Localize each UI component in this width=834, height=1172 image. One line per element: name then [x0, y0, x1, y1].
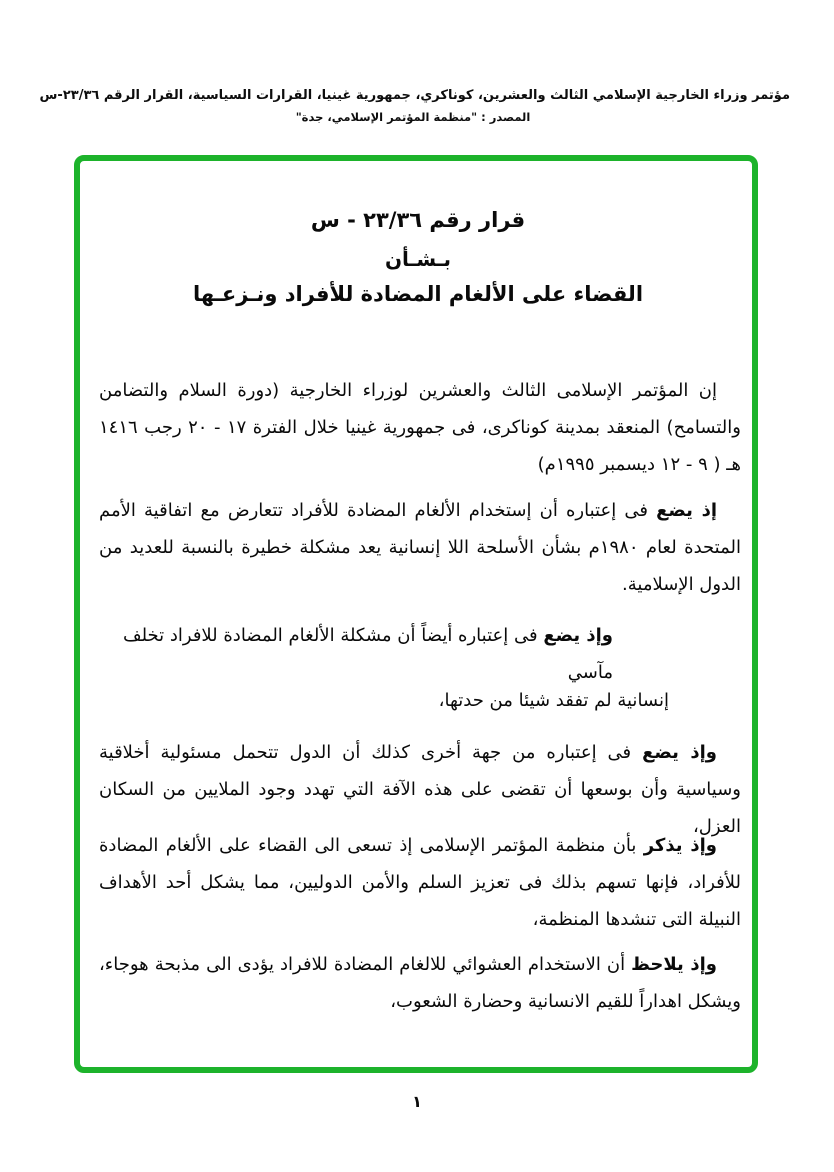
- document-header-line1: مؤتمر وزراء الخارجية الإسلامي الثالث والعشرين، كوناكري، جمهورية غينيا، القرارات السياسية، القرار الرقم ٢٣/٣٦-س: [39, 88, 790, 103]
- preamble-paragraph: [99, 372, 741, 483]
- page-number: ١: [412, 1092, 422, 1111]
- paragraph-text: إن المؤتمر الإسلامى الثالث والعشرين لوزراء الخارجية (دورة السلام والتضامن والتسامح) المنعقد بمدينة كوناكرى، فى جمهورية غينيا خلال الفترة ١٧ - ٢٠ رجب ١٤١٦ هـ ( ٩ - ١٢ ديسمبر ١٩٩٥م): [99, 380, 741, 475]
- paragraph-text: بأن منظمة المؤتمر الإسلامى إذ تسعى الى القضاء على الألغام المضادة للأفراد، فإنها تسهم بذلك فى تعزيز السلم والأمن الدوليين، مما يشكل أحد الأهداف النبيلة التى تنشدها المنظمة،: [99, 835, 741, 930]
- resolution-number-title: قرار رقم ٢٣/٣٦ - س: [310, 208, 526, 232]
- resolution-subject-title: القضاء على الألغام المضادة للأفراد ونـزعـها: [192, 282, 644, 306]
- clause-lead: وإذ يضع: [543, 625, 613, 646]
- clause-lead: إذ يضع: [656, 500, 717, 521]
- clause-paragraph-1: [99, 492, 741, 603]
- document-source-line: المصدر : "منظمة المؤتمر الإسلامي، جدة": [295, 110, 531, 124]
- clause-paragraph-5: [99, 946, 741, 1020]
- paragraph-text: إنسانية لم تفقد شيئا من حدتها،: [438, 690, 669, 711]
- paragraph-text: فى إعتباره من جهة أخرى كذلك أن الدول تتحمل مسئولية أخلاقية وسياسية وأن بوسعها أن تقضى على هذه الآفة التي تهدد وجود الملايين من السكان العزل،: [99, 742, 741, 837]
- paragraph-text: أن الاستخدام العشوائي للالغام المضادة للافراد يؤدى الى مذبحة هوجاء، ويشكل اهداراً للقيم الانسانية وحضارة الشعوب،: [99, 954, 741, 1012]
- paragraph-text: فى إعتباره أيضاً أن مشكلة الألغام المضادة للافراد تخلف مآسي: [122, 625, 613, 683]
- clause-paragraph-4: [99, 827, 741, 938]
- concerning-label: بـشـأن: [384, 247, 452, 271]
- clause-lead: وإذ يضع: [642, 742, 717, 763]
- clause-lead: وإذ يذكر: [643, 835, 717, 856]
- document-header: [36, 88, 790, 124]
- clause-paragraph-2: [99, 617, 741, 691]
- clause-paragraph-2-continuation: [99, 682, 741, 719]
- clause-lead: وإذ يلاحظ: [631, 954, 717, 975]
- paragraph-text: فى إعتباره أن إستخدام الألغام المضادة للأفراد تتعارض مع اتفاقية الأمم المتحدة لعام ١٩٨٠م بشأن الأسلحة اللا إنسانية يعد مشكلة خطيرة بالنسبة للعديد من الدول الإسلامية.: [99, 500, 741, 595]
